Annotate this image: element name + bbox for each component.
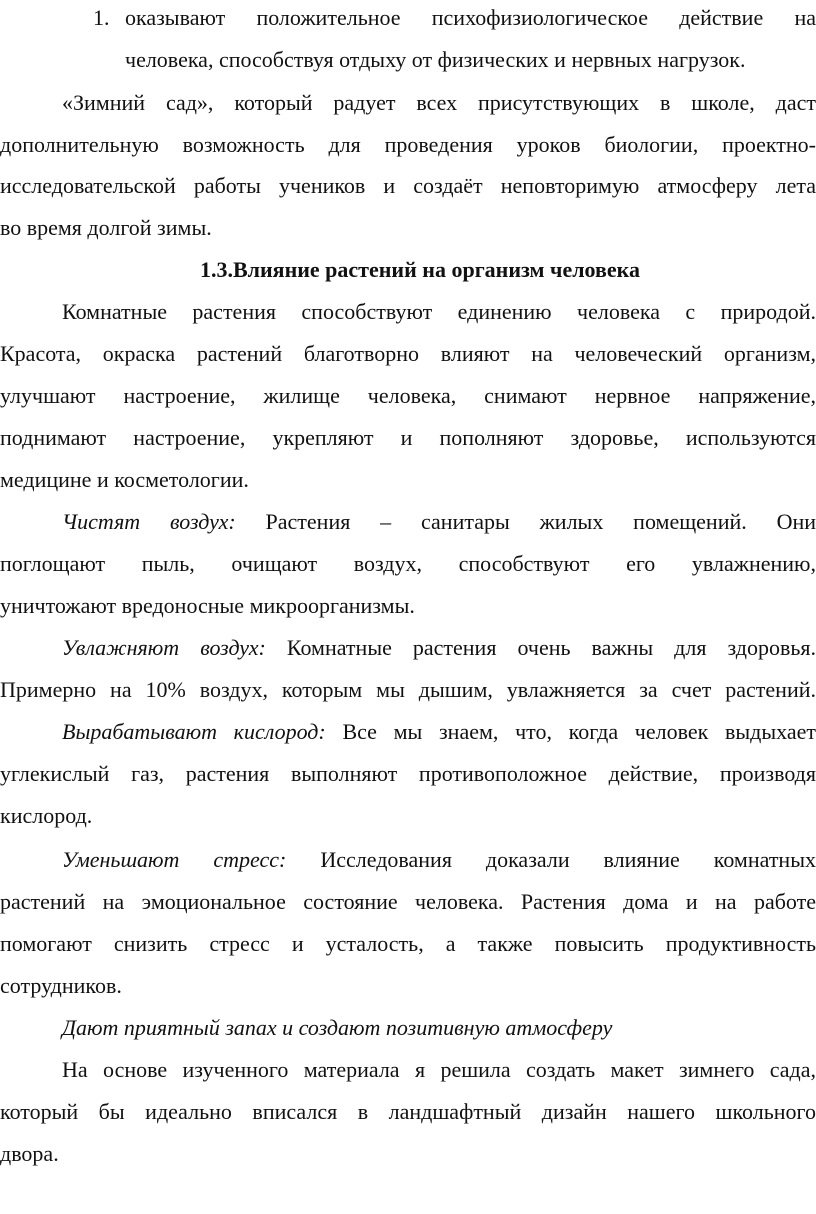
paragraph-line: Уменьшают стресс: Исследования доказали влияние комнатных — [62, 847, 816, 872]
section-heading: 1.3.Влияние растений на организм человека — [199, 257, 641, 282]
italic-lead: Уменьшают стресс: — [62, 847, 287, 872]
paragraph-line: растений на эмоциональное состояние человека. Растения дома и на работе — [0, 889, 816, 914]
paragraph-line: Примерно на 10% воздух, которым мы дышим, увлажняется за счет растений. — [0, 677, 816, 702]
italic-lead: Чистят воздух: — [62, 509, 236, 534]
paragraph-line: во время долгой зимы. — [0, 215, 212, 240]
list-number: 1. — [93, 5, 110, 30]
paragraph-line: Увлажняют воздух: Комнатные растения очень важны для здоровья. — [62, 635, 816, 660]
paragraph-line: улучшают настроение, жилище человека, снимают нервное напряжение, — [0, 383, 816, 408]
paragraph-line: который бы идеально вписался в ландшафтный дизайн нашего школьного — [0, 1099, 816, 1124]
paragraph-line: поглощают пыль, очищают воздух, способствуют его увлажнению, — [0, 551, 816, 576]
list-item-line: человека, способствуя отдыху от физических и нервных нагрузок. — [125, 47, 746, 72]
paragraph-line: сотрудников. — [0, 973, 122, 998]
italic-lead: Дают приятный запах и создают позитивную атмосферу — [62, 1015, 613, 1040]
italic-lead: Вырабатывают кислород: — [62, 719, 326, 744]
paragraph-line: поднимают настроение, укрепляют и пополняют здоровье, используются — [0, 425, 816, 450]
paragraph-line: исследовательской работы учеников и создаёт неповторимую атмосферу лета — [0, 173, 816, 198]
paragraph-line: углекислый газ, растения выполняют противоположное действие, производя — [0, 761, 816, 786]
paragraph-line: Красота, окраска растений благотворно влияют на человеческий организм, — [0, 341, 816, 366]
paragraph-line: На основе изученного материала я решила создать макет зимнего сада, — [62, 1057, 816, 1082]
paragraph-line: «Зимний сад», который радует всех присутствующих в школе, даст — [62, 90, 816, 115]
paragraph-line: Чистят воздух: Растения – санитары жилых помещений. Они — [62, 509, 816, 534]
paragraph-line: помогают снизить стресс и усталость, а также повысить продуктивность — [0, 931, 816, 956]
paragraph-line: дополнительную возможность для проведения уроков биологии, проектно- — [0, 132, 816, 157]
paragraph-line: двора. — [0, 1141, 59, 1166]
paragraph-line: кислород. — [0, 803, 93, 828]
paragraph-line: медицине и косметологии. — [0, 467, 249, 492]
paragraph-line: уничтожают вредоносные микроорганизмы. — [0, 593, 415, 618]
paragraph-line — [62, 1013, 816, 1043]
paragraph-line: Вырабатывают кислород: Все мы знаем, что, когда человек выдыхает — [62, 719, 816, 744]
italic-lead: Увлажняют воздух: — [62, 635, 266, 660]
paragraph-line: Комнатные растения способствуют единению человека с природой. — [62, 299, 816, 324]
list-item-line: оказывают положительное психофизиологическое действие на — [125, 5, 816, 30]
